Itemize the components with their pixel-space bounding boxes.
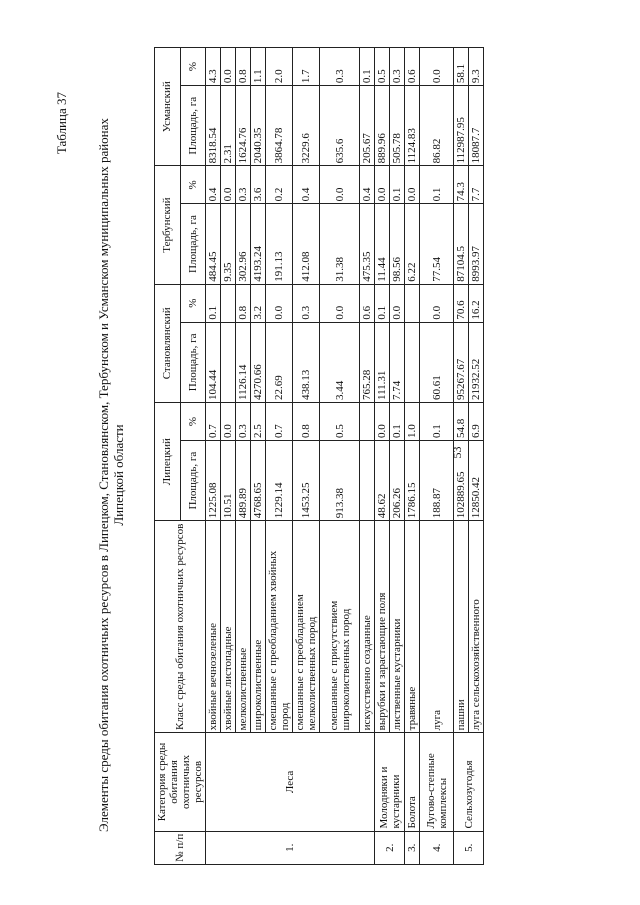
row-num: 5. — [454, 831, 484, 864]
header-area: Площадь, га — [180, 322, 206, 402]
cell-area: 1126.14 — [236, 322, 251, 402]
cell-area: 3.44 — [320, 322, 360, 402]
header-pct: % — [180, 166, 206, 204]
cell-area: 12850.42 — [469, 440, 484, 520]
cell-area — [405, 322, 420, 402]
row-class: хвойные листопадные — [221, 521, 236, 733]
resources-table — [154, 47, 484, 865]
row-num: 3. — [405, 831, 420, 864]
header-area: Площадь, га — [180, 86, 206, 166]
cell-area: 302.96 — [236, 204, 251, 284]
row-category: Болота — [405, 733, 420, 831]
cell-pct: 0.5 — [375, 48, 390, 86]
cell-area: 206.26 — [390, 440, 405, 520]
cell-pct: 0.6 — [405, 48, 420, 86]
cell-area: 8993.97 — [469, 204, 484, 284]
cell-area: 48.62 — [375, 440, 390, 520]
table-row — [375, 48, 390, 865]
cell-pct: 0.0 — [420, 48, 454, 86]
cell-area: 112987.95 — [454, 86, 469, 166]
cell-pct: 0.4 — [360, 166, 375, 204]
row-class: вырубки и зарастающие поля — [375, 521, 390, 733]
cell-pct: 16.2 — [469, 284, 484, 322]
header-district-stanovlyansky: Становлянский — [155, 284, 181, 402]
cell-area: 765.28 — [360, 322, 375, 402]
row-category: Сельхозугодья — [454, 733, 484, 831]
header-class: Класс среды обитания охотничьих ресурсов — [155, 521, 206, 733]
cell-area: 87104.5 — [454, 204, 469, 284]
cell-pct: 0.1 — [375, 284, 390, 322]
row-num: 2. — [375, 831, 405, 864]
cell-pct: 0.7 — [266, 403, 293, 441]
row-category: Леса — [206, 733, 375, 831]
cell-pct: 1.1 — [251, 48, 266, 86]
cell-area: 188.87 — [420, 440, 454, 520]
cell-pct: 0.0 — [221, 166, 236, 204]
cell-pct: 0.6 — [360, 284, 375, 322]
cell-pct: 74.3 — [454, 166, 469, 204]
header-district-lipetsk: Липецкий — [155, 403, 181, 521]
cell-pct: 9.3 — [469, 48, 484, 86]
cell-pct: 2.0 — [266, 48, 293, 86]
header-pct: % — [180, 284, 206, 322]
cell-area: 635.6 — [320, 86, 360, 166]
cell-pct: 0.0 — [375, 166, 390, 204]
cell-pct: 0.4 — [293, 166, 320, 204]
cell-pct: 0.8 — [236, 48, 251, 86]
cell-area: 484.45 — [206, 204, 221, 284]
cell-area: 60.61 — [420, 322, 454, 402]
cell-area: 86.82 — [420, 86, 454, 166]
cell-area: 2.31 — [221, 86, 236, 166]
row-category: Лугово-степные комплексы — [420, 733, 454, 831]
header-num: № п/п — [155, 831, 206, 864]
cell-pct: 0.0 — [320, 284, 360, 322]
cell-area: 1225.08 — [206, 440, 221, 520]
cell-pct: 0.3 — [390, 48, 405, 86]
page-number: 53 — [450, 446, 464, 459]
cell-pct: 4.3 — [206, 48, 221, 86]
cell-pct: 2.5 — [251, 403, 266, 441]
cell-pct: 0.0 — [375, 403, 390, 441]
cell-area: 31.38 — [320, 204, 360, 284]
cell-pct: 0.0 — [320, 166, 360, 204]
cell-pct: 0.0 — [420, 284, 454, 322]
cell-pct — [360, 403, 375, 441]
cell-area: 104.44 — [206, 322, 221, 402]
cell-pct: 0.1 — [390, 166, 405, 204]
cell-area: 77.54 — [420, 204, 454, 284]
cell-pct: 0.3 — [320, 48, 360, 86]
row-category: Молодняки и кустарники — [375, 733, 405, 831]
table-row — [405, 48, 420, 865]
cell-area: 889.96 — [375, 86, 390, 166]
cell-area: 11.44 — [375, 204, 390, 284]
cell-area — [221, 322, 236, 402]
row-class: луга сельскохозяйственного — [469, 521, 484, 733]
cell-area: 475.35 — [360, 204, 375, 284]
cell-pct: 6.9 — [469, 403, 484, 441]
cell-pct: 0.1 — [390, 403, 405, 441]
cell-area: 4270.66 — [251, 322, 266, 402]
cell-area: 205.67 — [360, 86, 375, 166]
cell-pct: 0.2 — [266, 166, 293, 204]
cell-pct: 0.1 — [360, 48, 375, 86]
cell-area: 8318.54 — [206, 86, 221, 166]
cell-pct: 0.8 — [236, 284, 251, 322]
cell-area: 3864.78 — [266, 86, 293, 166]
row-class: лиственные кустарники — [390, 521, 405, 733]
header-area: Площадь, га — [180, 440, 206, 520]
row-class: мелколиственные — [236, 521, 251, 733]
row-num: 4. — [420, 831, 454, 864]
cell-pct: 3.6 — [251, 166, 266, 204]
cell-area: 18087.7 — [469, 86, 484, 166]
header-district-usmansky: Усманский — [155, 48, 181, 166]
cell-area: 191.13 — [266, 204, 293, 284]
cell-area: 4768.65 — [251, 440, 266, 520]
cell-pct: 0.4 — [206, 166, 221, 204]
cell-pct: 0.3 — [236, 403, 251, 441]
cell-area: 21932.52 — [469, 322, 484, 402]
cell-pct: 58.1 — [454, 48, 469, 86]
header-category: Категория среды обитания охотничьих ресурсов — [155, 733, 206, 831]
cell-pct: 0.0 — [221, 48, 236, 86]
cell-area: 102889.65 — [454, 440, 469, 520]
cell-area: 6.22 — [405, 204, 420, 284]
row-class: хвойные вечнозеленые — [206, 521, 221, 733]
cell-area: 111.31 — [375, 322, 390, 402]
cell-pct: 0.0 — [405, 166, 420, 204]
table-row — [420, 48, 454, 865]
row-class: широколиственные — [251, 521, 266, 733]
row-class: смешанные с преобладанием хвойных пород — [266, 521, 293, 733]
header-pct: % — [180, 48, 206, 86]
cell-pct: 0.8 — [293, 403, 320, 441]
cell-pct: 0.0 — [221, 403, 236, 441]
cell-area: 1453.25 — [293, 440, 320, 520]
cell-pct: 0.3 — [293, 284, 320, 322]
cell-pct: 0.1 — [420, 166, 454, 204]
cell-pct: 0.7 — [206, 403, 221, 441]
cell-area: 3229.6 — [293, 86, 320, 166]
row-class: смешанные с преобладанием мелколиственных пород — [293, 521, 320, 733]
cell-area: 1229.14 — [266, 440, 293, 520]
cell-area: 1624.76 — [236, 86, 251, 166]
table-title: Элементы среды обитания охотничьих ресурсов в Липецком, Становлянском, Тербунском и Усманском муниципальных районах Липецкой области — [96, 118, 126, 832]
cell-area: 98.56 — [390, 204, 405, 284]
cell-pct: 0.0 — [266, 284, 293, 322]
cell-pct — [221, 284, 236, 322]
cell-pct: 1.7 — [293, 48, 320, 86]
cell-pct: 0.0 — [390, 284, 405, 322]
cell-area: 95267.67 — [454, 322, 469, 402]
cell-area: 10.51 — [221, 440, 236, 520]
cell-pct: 7.7 — [469, 166, 484, 204]
cell-pct: 1.0 — [405, 403, 420, 441]
cell-pct: 54.8 — [454, 403, 469, 441]
row-class: искусственно созданные — [360, 521, 375, 733]
row-class: пашни — [454, 521, 469, 733]
cell-pct — [405, 284, 420, 322]
header-row-1 — [155, 48, 181, 865]
cell-area: 2040.35 — [251, 86, 266, 166]
cell-pct: 70.6 — [454, 284, 469, 322]
row-class: смешанные с присутствием широколиственных пород — [320, 521, 360, 733]
header-district-terbunsky: Тербунский — [155, 166, 181, 284]
cell-area: 412.08 — [293, 204, 320, 284]
cell-area: 4193.24 — [251, 204, 266, 284]
header-area: Площадь, га — [180, 204, 206, 284]
cell-area: 1786.15 — [405, 440, 420, 520]
cell-area: 1124.83 — [405, 86, 420, 166]
cell-area: 438.13 — [293, 322, 320, 402]
cell-pct: 0.1 — [420, 403, 454, 441]
cell-area: 505.78 — [390, 86, 405, 166]
cell-pct: 3.2 — [251, 284, 266, 322]
cell-area: 9.35 — [221, 204, 236, 284]
cell-pct: 0.5 — [320, 403, 360, 441]
table-label: Таблица 37 — [54, 92, 69, 155]
cell-pct: 0.1 — [206, 284, 221, 322]
cell-pct: 0.3 — [236, 166, 251, 204]
row-class: луга — [420, 521, 454, 733]
cell-area: 7.74 — [390, 322, 405, 402]
cell-area: 913.38 — [320, 440, 360, 520]
row-num: 1. — [206, 831, 375, 864]
cell-area: 489.89 — [236, 440, 251, 520]
row-class: травяные — [405, 521, 420, 733]
table-row — [206, 48, 221, 865]
header-pct: % — [180, 403, 206, 441]
cell-area — [360, 440, 375, 520]
cell-area: 22.69 — [266, 322, 293, 402]
